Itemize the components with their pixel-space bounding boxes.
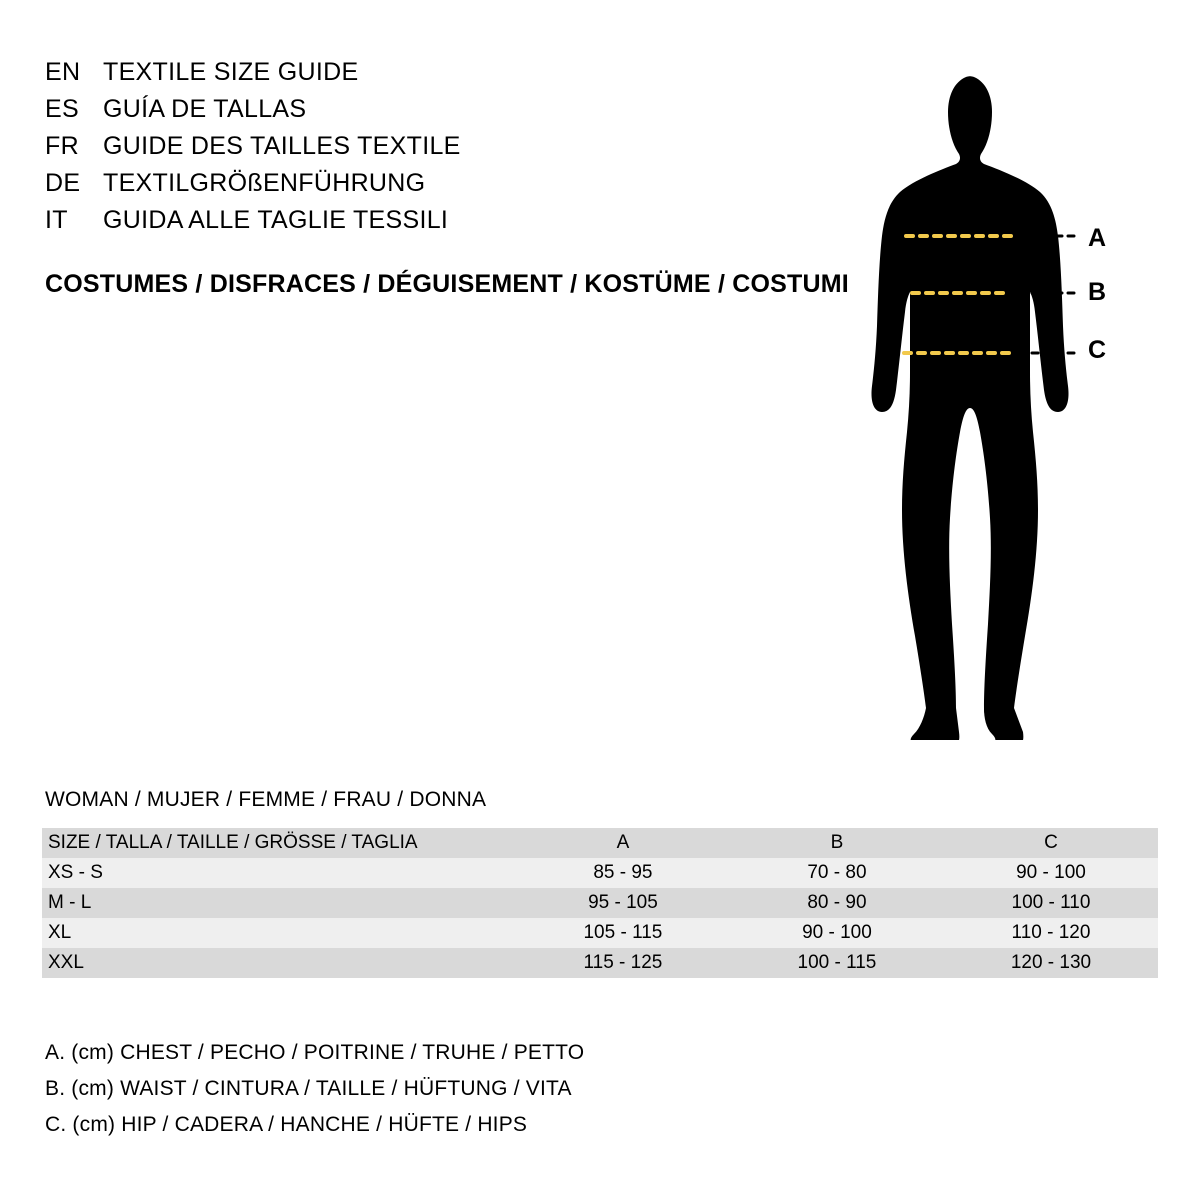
measure-label-b: B <box>1088 278 1107 306</box>
figure-illustration <box>860 40 1160 740</box>
cell-a: 105 - 115 <box>583 922 663 943</box>
language-list <box>45 58 845 243</box>
cell-a: 115 - 125 <box>583 952 663 973</box>
cell-b: 70 - 80 <box>807 862 867 883</box>
legend-line-b: B. (cm) WAIST / CINTURA / TAILLE / HÜFTUNG / VITA <box>45 1077 572 1100</box>
cell-c: 100 - 110 <box>1011 892 1091 913</box>
measurement-legend <box>45 1035 584 1143</box>
language-code: FR <box>45 132 79 160</box>
cell-size: XXL <box>48 952 84 973</box>
language-row <box>45 58 845 95</box>
cell-b: 90 - 100 <box>802 922 872 943</box>
cell-size: XS - S <box>48 862 103 883</box>
right-foot-shape <box>984 708 1023 740</box>
measure-label-a: A <box>1088 224 1107 252</box>
language-row <box>45 169 845 206</box>
legend-line-c: C. (cm) HIP / CADERA / HANCHE / HÜFTE / HIPS <box>45 1113 528 1136</box>
column-header-b: B <box>830 832 844 853</box>
cell-c: 110 - 120 <box>1011 922 1091 943</box>
language-row <box>45 132 845 169</box>
cell-a: 95 - 105 <box>588 892 658 913</box>
table-row <box>42 918 1158 948</box>
size-table <box>42 828 1158 978</box>
language-code: ES <box>45 95 79 123</box>
table-group-title: WOMAN / MUJER / FEMME / FRAU / DONNA <box>45 788 487 811</box>
language-text: TEXTILE SIZE GUIDE <box>103 58 359 86</box>
column-header-c: C <box>1044 832 1058 853</box>
language-text: GUIDE DES TAILLES TEXTILE <box>103 132 461 160</box>
language-text: GUIDA ALLE TAGLIE TESSILI <box>103 206 449 234</box>
measure-label-c: C <box>1088 336 1107 364</box>
costumes-subtitle: COSTUMES / DISFRACES / DÉGUISEMENT / KOSTÜME / COSTUMI <box>45 270 849 298</box>
language-code: IT <box>45 206 68 234</box>
table-header-row <box>42 828 1158 858</box>
left-foot-shape <box>911 708 960 740</box>
cell-b: 80 - 90 <box>807 892 867 913</box>
table-row <box>42 948 1158 978</box>
cell-b: 100 - 115 <box>797 952 877 973</box>
table-row <box>42 858 1158 888</box>
table-row <box>42 888 1158 918</box>
woman-silhouette-shape <box>871 76 1068 724</box>
language-row <box>45 95 845 132</box>
cell-a: 85 - 95 <box>593 862 653 883</box>
cell-size: M - L <box>48 892 92 913</box>
cell-c: 90 - 100 <box>1016 862 1086 883</box>
language-code: DE <box>45 169 81 197</box>
cell-c: 120 - 130 <box>1010 952 1092 973</box>
column-header-size: SIZE / TALLA / TAILLE / GRÖSSE / TAGLIA <box>48 832 418 853</box>
cell-size: XL <box>48 922 72 943</box>
language-text: TEXTILGRÖßENFÜHRUNG <box>103 169 426 197</box>
language-row <box>45 206 845 243</box>
language-code: EN <box>45 58 81 86</box>
column-header-a: A <box>616 832 630 853</box>
language-text: GUÍA DE TALLAS <box>103 95 307 123</box>
legend-line-a: A. (cm) CHEST / PECHO / POITRINE / TRUHE / PETTO <box>45 1041 585 1064</box>
